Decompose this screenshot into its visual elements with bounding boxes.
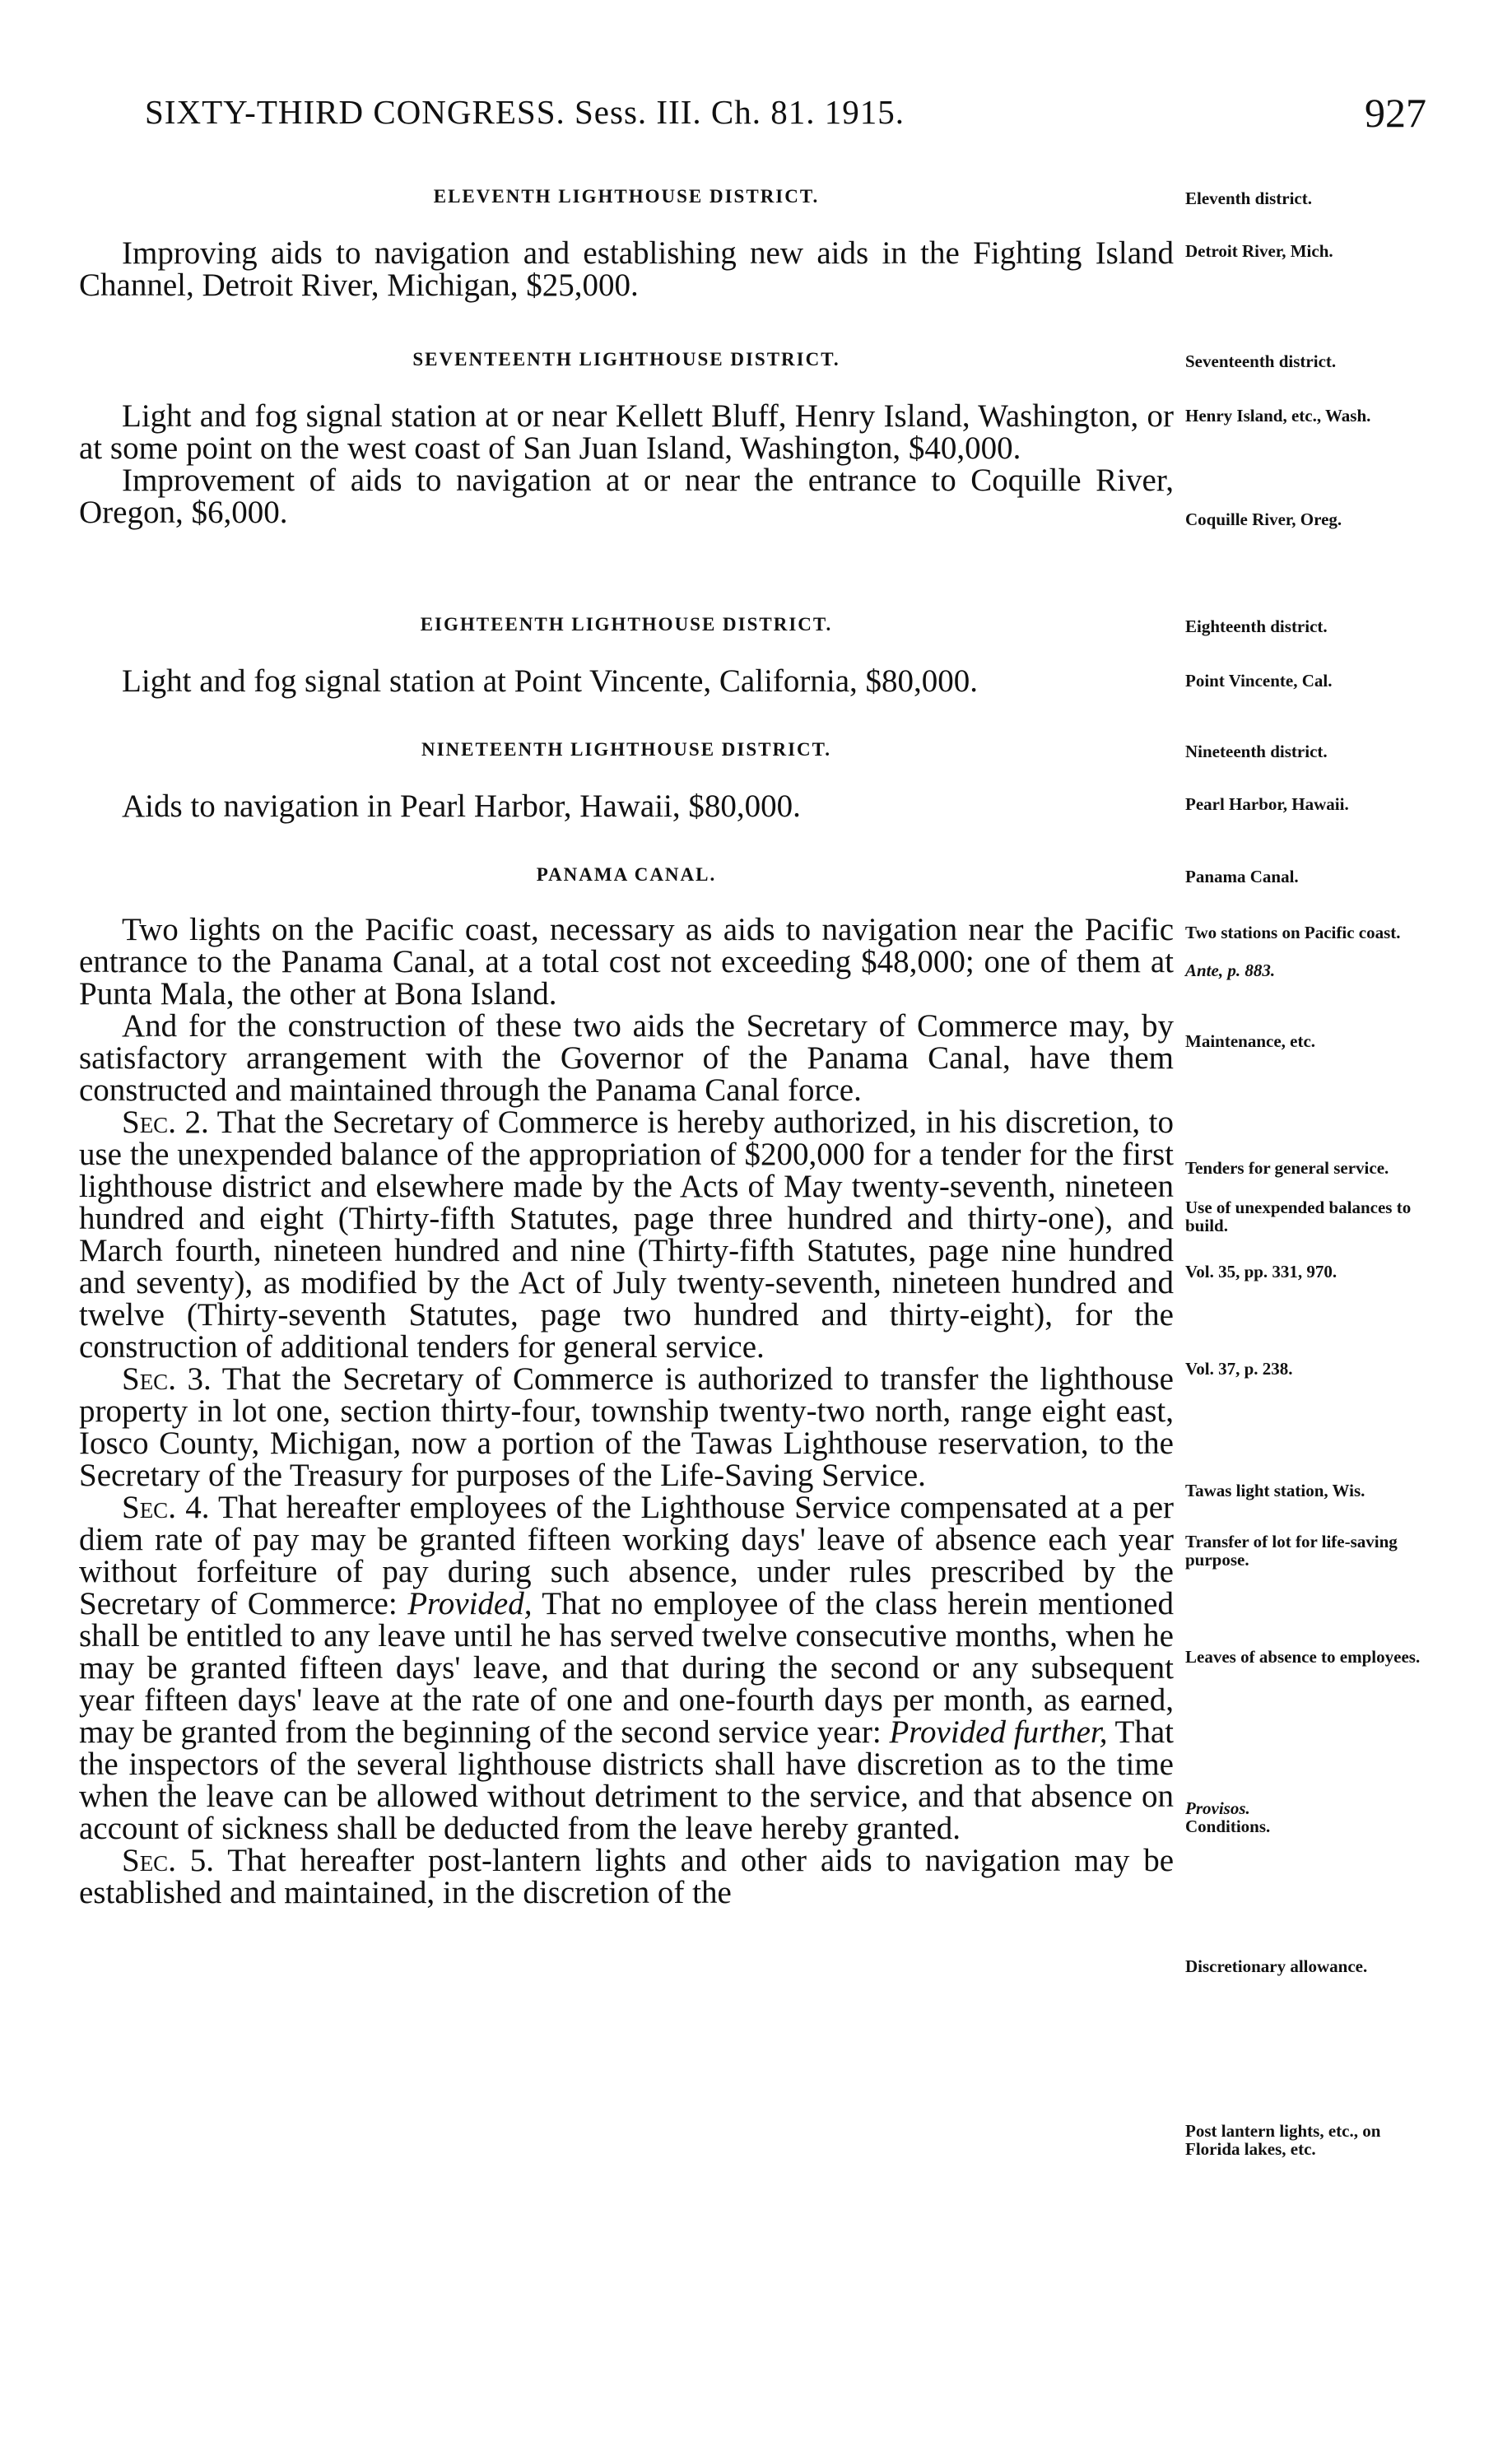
eighteenth-district-heading: EIGHTEENTH LIGHTHOUSE DISTRICT. <box>420 614 833 635</box>
sec4-text-c: That the inspectors of the several lighthouse districts shall have discretion as to the time when the leave can be allowed without detriment to the service, and that absence on account of sickness shall be deducted from the leave hereby granted. <box>79 1714 1175 1846</box>
sec4-text-a: That hereafter employees of the Lighthouse Service compensated at a per diem rate of pay may be granted fifteen working days' leave of absence each year without forfeiture of pay during such absence, under rules prescribed by the Secretary of Commerce: <box>79 1490 1174 1621</box>
seventeenth-para-1: Light and fog signal station at or near Kellett Bluff, Henry Island, Washington, or at some point on the west coast of San Juan Island, Washington, $40,000. <box>79 398 1174 466</box>
margin-seventeenth-district: Seventeenth district. <box>1185 351 1337 371</box>
margin-henry-island: Henry Island, etc., Wash. <box>1185 406 1371 426</box>
panama-para-1: Two lights on the Pacific coast, necessary as aids to navigation near the Pacific entrance to the Panama Canal, at a total cost not exceeding $48,000; one of them at Punta Mala, the other at Bona Island. <box>79 912 1174 1012</box>
margin-discretionary: Discretionary allowance. <box>1185 1956 1368 1976</box>
margin-point-vincente: Point Vincente, Cal. <box>1185 671 1333 691</box>
seventeenth-para-2: Improvement of aids to navigation at or near the entrance to Coquille River, Oregon, $6,000. <box>79 463 1174 530</box>
nineteenth-district-body <box>79 790 1174 822</box>
eighteenth-para-1: Light and fog signal station at Point Vincente, California, $80,000. <box>122 663 979 699</box>
sec4-label: Sec. 4. <box>122 1490 210 1525</box>
margin-transfer-lot: Transfer of lot for life-saving purpose. <box>1185 1532 1398 1570</box>
margin-pearl-harbor: Pearl Harbor, Hawaii. <box>1185 794 1349 814</box>
page-number: 927 <box>1365 90 1426 136</box>
margin-detroit-river: Detroit River, Mich. <box>1185 241 1333 261</box>
sec2-text: That the Secretary of Commerce is hereby authorized, in his discretion, to use the unexpended balance of the appropriation of $200,000 for a tender for the first lighthouse district and elsewhere made by the Acts of May twenty-seventh, nineteen hundred and eight (Thirty-fifth Statutes, page three hundred and thirty-one), and March fourth, nineteen hundred and nine (Thirty-fifth Statutes, page nine hundred and seventy), as modified by the Act of July twenty-seventh, nineteen hundred and twelve (Thirty-seventh Statutes, page two hundred and thirty-eight), for the construction of additional tenders for general service. <box>79 1105 1174 1365</box>
margin-nineteenth-district: Nineteenth district. <box>1185 742 1328 761</box>
margin-coquille-river: Coquille River, Oreg. <box>1185 509 1342 529</box>
nineteenth-district-heading: NINETEENTH LIGHTHOUSE DISTRICT. <box>421 739 832 760</box>
section-4 <box>79 1491 1174 1844</box>
margin-conditions: Conditions. <box>1185 1816 1271 1836</box>
sec5-label: Sec. 5. <box>122 1843 215 1878</box>
panama-para-2: And for the construction of these two aids the Secretary of Commerce may, by satisfactory arrangement with the Governor of the Panama Canal, have them constructed and maintained through the Panama Canal force. <box>79 1008 1174 1108</box>
margin-maintenance: Maintenance, etc. <box>1185 1031 1316 1051</box>
margin-post-lantern: Post lantern lights, etc., on Florida lakes, etc. <box>1185 2121 1381 2159</box>
sec2-label: Sec. 2. <box>122 1105 209 1140</box>
seventeenth-district-body <box>79 400 1174 528</box>
margin-ante-ref: Ante, p. 883. <box>1185 961 1276 980</box>
margin-eighteenth-district: Eighteenth district. <box>1185 616 1328 636</box>
section-3 <box>79 1363 1174 1491</box>
panama-canal-heading: PANAMA CANAL. <box>536 864 717 885</box>
nineteenth-para-1: Aids to navigation in Pearl Harbor, Hawaii, $80,000. <box>122 788 801 824</box>
eleventh-para-1: Improving aids to navigation and establishing new aids in the Fighting Island Channel, Detroit River, Michigan, $25,000. <box>79 235 1174 303</box>
sec5-text: That hereafter post-lantern lights and other aids to navigation may be established and maintained, in the discretion of the <box>79 1843 1175 1910</box>
margin-eleventh-district: Eleventh district. <box>1185 188 1312 208</box>
margin-vol37: Vol. 37, p. 238. <box>1185 1359 1293 1379</box>
running-head: SIXTY-THIRD CONGRESS. Sess. III. Ch. 81. 1915. <box>145 93 905 131</box>
margin-vol35: Vol. 35, pp. 331, 970. <box>1185 1262 1338 1281</box>
sec4-provided-further: Provided further, <box>889 1714 1108 1750</box>
main-body <box>79 914 1174 1909</box>
seventeenth-district-heading: SEVENTEENTH LIGHTHOUSE DISTRICT. <box>412 349 840 370</box>
margin-tenders: Tenders for general service. <box>1185 1158 1389 1178</box>
sec4-provided: Provided, <box>407 1586 533 1621</box>
eleventh-district-heading: ELEVENTH LIGHTHOUSE DISTRICT. <box>433 186 820 207</box>
sec3-text: That the Secretary of Commerce is authorized to transfer the lighthouse property in lot one, section thirty-four, township twenty-two north, range eight east, Iosco County, Michigan, now a portion of the Tawas Lighthouse reservation, to the Secretary of the Treasury for purposes of the Life-Saving Service. <box>79 1361 1174 1493</box>
margin-two-stations: Two stations on Pacific coast. <box>1185 923 1401 942</box>
section-5 <box>79 1844 1174 1909</box>
sec4-text-b: That no employee of the class herein mentioned shall be entitled to any leave until he has served twelve consecutive months, when he may be granted fifteen days' leave, and that during the second or any subsequent year fifteen days' leave at the rate of one and one-fourth days per month, as earned, may be granted from the beginning of the second service year: <box>79 1586 1174 1750</box>
sec3-label: Sec. 3. <box>122 1361 212 1397</box>
margin-leaves: Leaves of absence to employees. <box>1185 1647 1421 1667</box>
margin-use-unexpended: Use of unexpended balances to build. <box>1185 1198 1412 1235</box>
eighteenth-district-body <box>79 665 1174 697</box>
section-2 <box>79 1106 1174 1363</box>
eleventh-district-body <box>79 237 1174 301</box>
margin-panama-canal: Panama Canal. <box>1185 867 1299 886</box>
margin-tawas: Tawas light station, Wis. <box>1185 1481 1365 1500</box>
margin-provisos: Provisos. <box>1185 1798 1250 1818</box>
